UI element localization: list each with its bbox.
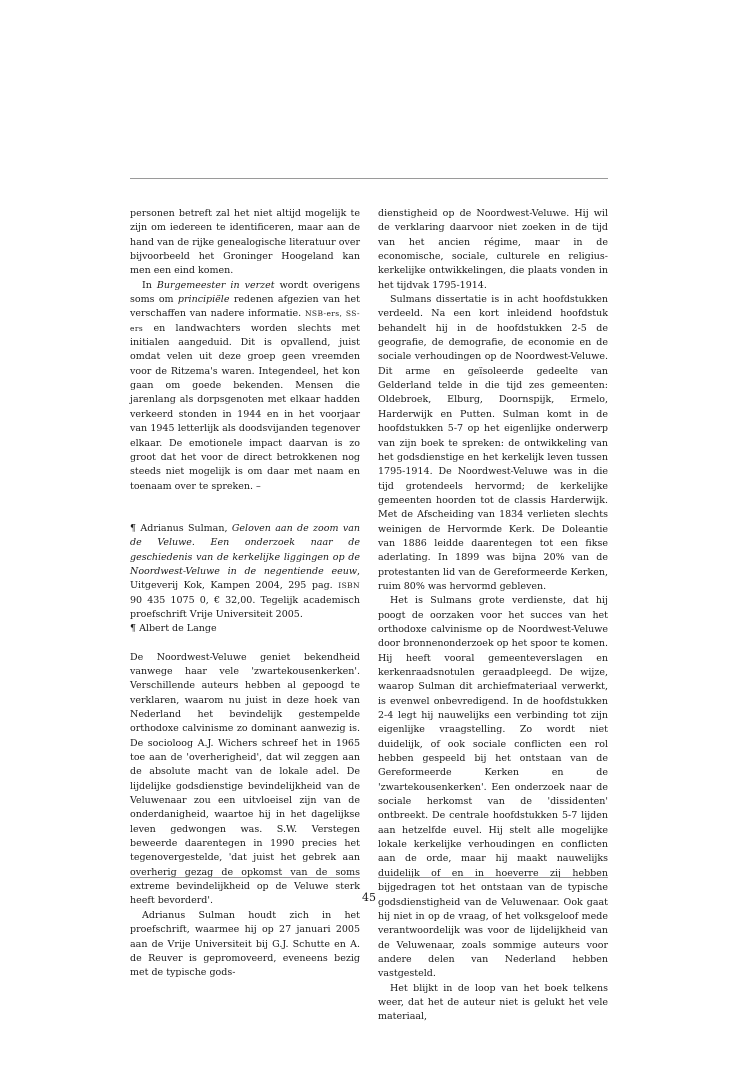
- left-column: [130, 207, 360, 981]
- paragraph: In Burgemeester in verzet wordt overigens soms om principiële redenen afgezien van het verschaffen van nadere informatie. NSB-ers, SS-ers en landwachters worden slechts met initialen aangeduid. Dit is opvallend, juist omdat velen uit deze groep geen vreemden voor de Ritzema's waren. Integendeel, het kon gaan om goede bekenden. Mensen die jarenlang als dorpsgenoten met elkaar hadden verkeerd stonden in 1944 en in het voorjaar van 1945 letterlijk als doodsvijanden tegenover elkaar. De emotionele impact daarvan is zo groot dat het voor de direct betrokkenen nog steeds niet mogelijk is om daar met naam en toenaam over te spreken. –: [130, 279, 360, 492]
- book-reference: ¶ Adrianus Sulman, Geloven aan de zoom van de Veluwe. Een onderzoek naar de geschiedenis van de kerkelijke liggingen op de Noordwest-Veluwe in de negentiende eeuw, Uitgeverij Kok, Kampen 2004, 295 pag. ISBN 90 435 1075 0, € 32,00. Tegelijk academisch proefschrift Vrije Universiteit 2005.: [130, 522, 360, 620]
- paragraph: dienstigheid op de Noordwest-Veluwe. Hij wil de verklaring daarvoor niet zoeken in de tijd van het ancien régime, maar in de economische, sociale, culturele en religius-kerkelijke ontwikkelingen, die plaats vonden in het tijdvak 1795-1914.: [378, 208, 608, 291]
- paragraph: Adrianus Sulman houdt zich in het proefschrift, waarmee hij op 27 januari 2005 aan de Vrije Universiteit bij G.J. Schutte en A. de Reuver is gepromoveerd, eveneens bezig met de typische gods-: [130, 909, 360, 979]
- paragraph: Het blijkt in de loop van het boek telkens weer, dat het de auteur niet is gelukt het vele materiaal,: [378, 982, 608, 1023]
- header-rule: [130, 178, 608, 179]
- footer-rule-right: [378, 877, 608, 878]
- paragraph: De Noordwest-Veluwe geniet bekendheid vanwege haar vele 'zwartekousenkerken'. Verschillende auteurs hebben al gepoogd te verklaren, waarom nu juist in deze hoek van Nederland het bevindelijk gestempelde orthodoxe calvinisme zo dominant aanwezig is. De socioloog A.J. Wichers schreef het in 1965 toe aan de 'overherigheid', dat wil zeggen aan de absolute macht van de lokale adel. De lijdelijke godsdienstige bevindelijkheid van de Veluwenaar zou een uitvloeisel zijn van de onderdanigheid, waartoe hij in het dagelijkse leven gedwongen was. S.W. Verstegen beweerde daarentegen in 1990 precies het tegenovergestelde, 'dat juist het gebrek aan overherig gezag de opkomst van de soms extreme bevindelijkheid op de Veluwe sterk heeft bevorderd'.: [130, 651, 360, 907]
- book-title: Burgemeester in verzet: [156, 279, 275, 291]
- paragraph: Sulmans dissertatie is in acht hoofdstukken verdeeld. Na een kort inleidend hoofdstuk behandelt hij in de hoofdstukken 2-5 de geografie, de demografie, de economie en de sociale verhoudingen op de Noordwest-Veluwe. Dit arme en geïsoleerde gedeelte van Gelderland telde in die tijd zes gemeenten: Oldebroek, Elburg, Doornspijk, Ermelo, Harderwijk en Putten. Sulman komt in de hoofdstukken 5-7 op het eigenlijke onderwerp van zijn boek te spreken: de ontwikkeling van het godsdienstige en het kerkelijk leven tussen 1795-1914. De Noordwest-Veluwe was in die tijd grotendeels hervormd; de kerkelijke gemeenten hoorden tot de classis Harderwijk. Met de Afscheiding van 1834 verlieten slechts weinigen de Hervormde Kerk. De Doleantie van 1886 leidde daarentegen tot een fikse aderlating. In 1899 was bijna 20% van de protestanten lid van de Gereformeerde Kerken, ruim 80% was hervormd gebleven.: [378, 294, 608, 592]
- footer-rule-left: [130, 877, 360, 878]
- reviewer-name: ¶ Albert de Lange: [130, 623, 217, 635]
- paragraph: personen betreft zal het niet altijd mogelijk te zijn om iedereen te identificeren, maar aan de hand van de rijke genealogische literatuur over bijvoorbeeld het Groninger Hoogeland kan men een eind komen.: [130, 208, 360, 277]
- paragraph: Het is Sulmans grote verdienste, dat hij poogt de oorzaken voor het succes van het orthodoxe calvinisme op de Noordwest-Veluwe door bronnenonderzoek op het spoor te komen. Hij heeft vooral gemeenteverslagen en kerkenraadsnotulen geraadpleegd. De wijze, waarop Sulman dit archiefmateriaal verwerkt, is evenwel onbevredigend. In de hoofdstukken 2-4 legt hij nauwelijks een verbinding tot zijn eigenlijke vraagstelling. Zo wordt niet duidelijk, of ook sociale conflicten een rol hebben gespeeld bij het ontstaan van de Gereformeerde Kerken en de 'zwartekousenkerken'. Een onderzoek naar de sociale herkomst van de 'dissidenten' ontbreekt. De centrale hoofdstukken 5-7 lijden aan hetzelfde euvel. Hij stelt alle mogelijke lokale kerkelijke verhoudingen en conflicten aan de orde, maar hij maakt nauwelijks duidelijk of en in hoeverre zij hebben bijgedragen tot het ontstaan van de typische godsdienstigheid van de Veluwenaar. Ook gaat hij niet in op de vraag, of het volksgeloof mede verantwoordelijk was voor de lijdelijkheid van de Veluwenaar, zoals sommige auteurs voor andere delen van Nederland hebben vastgesteld.: [378, 595, 608, 980]
- page-number: 45: [362, 891, 376, 904]
